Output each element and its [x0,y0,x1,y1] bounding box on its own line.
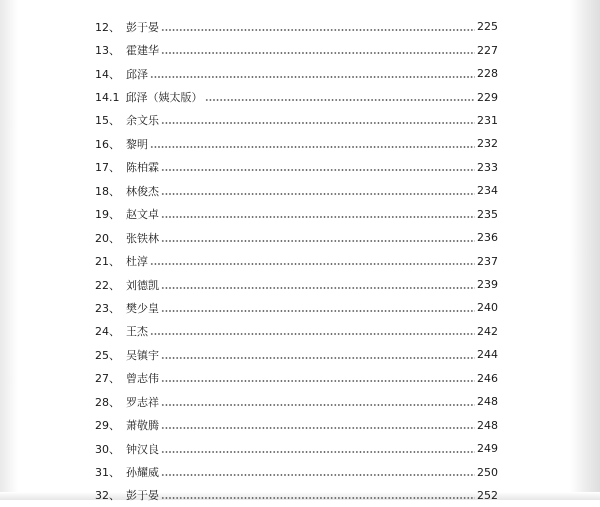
toc-entry-number: 27、 [95,372,120,386]
dot-leader [161,122,475,124]
toc-entry-number: 17、 [95,161,120,175]
toc-entry-number: 32、 [95,489,120,503]
toc-entry-page: 227 [477,43,498,57]
toc-entry[interactable] [95,38,498,61]
dot-leader [161,310,475,312]
toc-entry-title: 霍建华 [126,44,159,58]
toc-entry-number: 18、 [95,184,120,198]
toc-entry-title: 邱泽 [126,67,148,81]
dot-leader [161,216,475,218]
toc-entry-title: 王杰 [126,325,148,339]
toc-entry-page: 246 [477,371,498,385]
toc-entry-title: 刘德凯 [126,278,159,292]
toc-entry[interactable] [95,179,498,202]
dot-leader [205,99,476,101]
toc-entry-title: 樊少皇 [126,301,159,315]
dot-leader [161,474,475,476]
toc-entry-number: 15、 [95,114,120,128]
toc-entry-title: 陈柏霖 [126,161,159,175]
toc-entry[interactable] [95,249,498,272]
toc-entry-page: 232 [477,137,498,151]
toc-entry[interactable] [95,437,498,460]
toc-entry-page: 248 [477,418,498,432]
toc-entry[interactable] [95,296,498,319]
toc-entry-title: 彭于晏 [126,20,159,34]
toc-entry-title: 杜淳 [126,255,148,269]
toc-entry-page: 236 [477,231,498,245]
dot-leader [161,427,475,429]
toc-entry-title: 黎明 [126,137,148,151]
toc-entry-page: 231 [477,113,498,127]
toc-entry-number: 13、 [95,44,120,58]
toc-entry-page: 249 [477,442,498,456]
toc-entry[interactable] [95,320,498,343]
toc-entry-number: 20、 [95,231,120,245]
toc-entry[interactable] [95,273,498,296]
dot-leader [150,146,475,148]
toc-entry[interactable] [95,390,498,413]
toc-entry-page: 233 [477,160,498,174]
dot-leader [161,451,475,453]
toc-entry-title: 吴镇宇 [126,348,159,362]
toc-entry-number: 21、 [95,255,120,269]
toc-entry-title: 彭于晏 [126,489,159,503]
toc-entry[interactable] [95,203,498,226]
toc-entry-title: 钟汉良 [126,442,159,456]
dot-leader [150,76,475,78]
toc-entry-title: 萧敬腾 [126,419,159,433]
toc-entry-page: 242 [477,324,498,338]
toc-entry[interactable] [95,62,498,85]
page-edge-left [0,0,18,500]
toc-entry[interactable] [95,132,498,155]
toc-entry-number: 29、 [95,419,120,433]
toc-entry-number: 14.1 [95,90,120,104]
dot-leader [161,404,475,406]
dot-leader [150,263,475,265]
dot-leader [161,357,475,359]
toc-entry-page: 228 [477,67,498,81]
toc-entry-page: 248 [477,395,498,409]
toc-entry[interactable] [95,343,498,366]
toc-entry-number: 14、 [95,67,120,81]
toc-entry-page: 234 [477,184,498,198]
page-edge-right [570,0,600,500]
toc-entry-title: 罗志祥 [126,395,159,409]
toc-entry-number: 31、 [95,466,120,480]
toc-entry[interactable] [95,109,498,132]
toc-entry-title: 余文乐 [126,114,159,128]
toc-entry-title: 孙耀威 [126,466,159,480]
dot-leader [161,52,475,54]
toc-entry-title: 张铁林 [126,231,159,245]
toc-entry-number: 19、 [95,208,120,222]
toc-entry[interactable] [95,484,498,507]
toc-entry-title: 邱泽（姨太版） [125,91,203,105]
dot-leader [161,497,475,499]
toc-entry-title: 曾志伟 [126,372,159,386]
toc-entry-number: 28、 [95,395,120,409]
toc-entry-number: 22、 [95,278,120,292]
toc-entry-number: 16、 [95,137,120,151]
toc-entry[interactable] [95,85,498,108]
dot-leader [161,287,475,289]
toc-entry-number: 25、 [95,348,120,362]
toc-entry-page: 250 [477,465,498,479]
dot-leader [161,169,475,171]
toc-entry-page: 252 [477,488,498,502]
toc-entry-title: 赵文卓 [126,208,159,222]
toc-entry-page: 240 [477,301,498,315]
toc-entry-title: 林俊杰 [126,184,159,198]
toc-entry-number: 23、 [95,301,120,315]
toc-entry-page: 235 [477,207,498,221]
toc-entry[interactable] [95,226,498,249]
toc-entry[interactable] [95,413,498,436]
dot-leader [161,380,475,382]
toc-entry-page: 237 [477,254,498,268]
toc-entry[interactable] [95,15,498,38]
toc-entry[interactable] [95,460,498,483]
toc-entry-number: 30、 [95,442,120,456]
toc-entry[interactable] [95,156,498,179]
toc-entry[interactable] [95,367,498,390]
dot-leader [161,193,475,195]
toc-entry-page: 225 [477,20,498,34]
dot-leader [161,240,475,242]
toc-entry-number: 12、 [95,20,120,34]
toc-entry-number: 24、 [95,325,120,339]
toc-entry-page: 229 [477,90,498,104]
dot-leader [161,29,475,31]
dot-leader [150,333,475,335]
table-of-contents [95,15,498,507]
toc-entry-page: 239 [477,278,498,292]
toc-entry-page: 244 [477,348,498,362]
